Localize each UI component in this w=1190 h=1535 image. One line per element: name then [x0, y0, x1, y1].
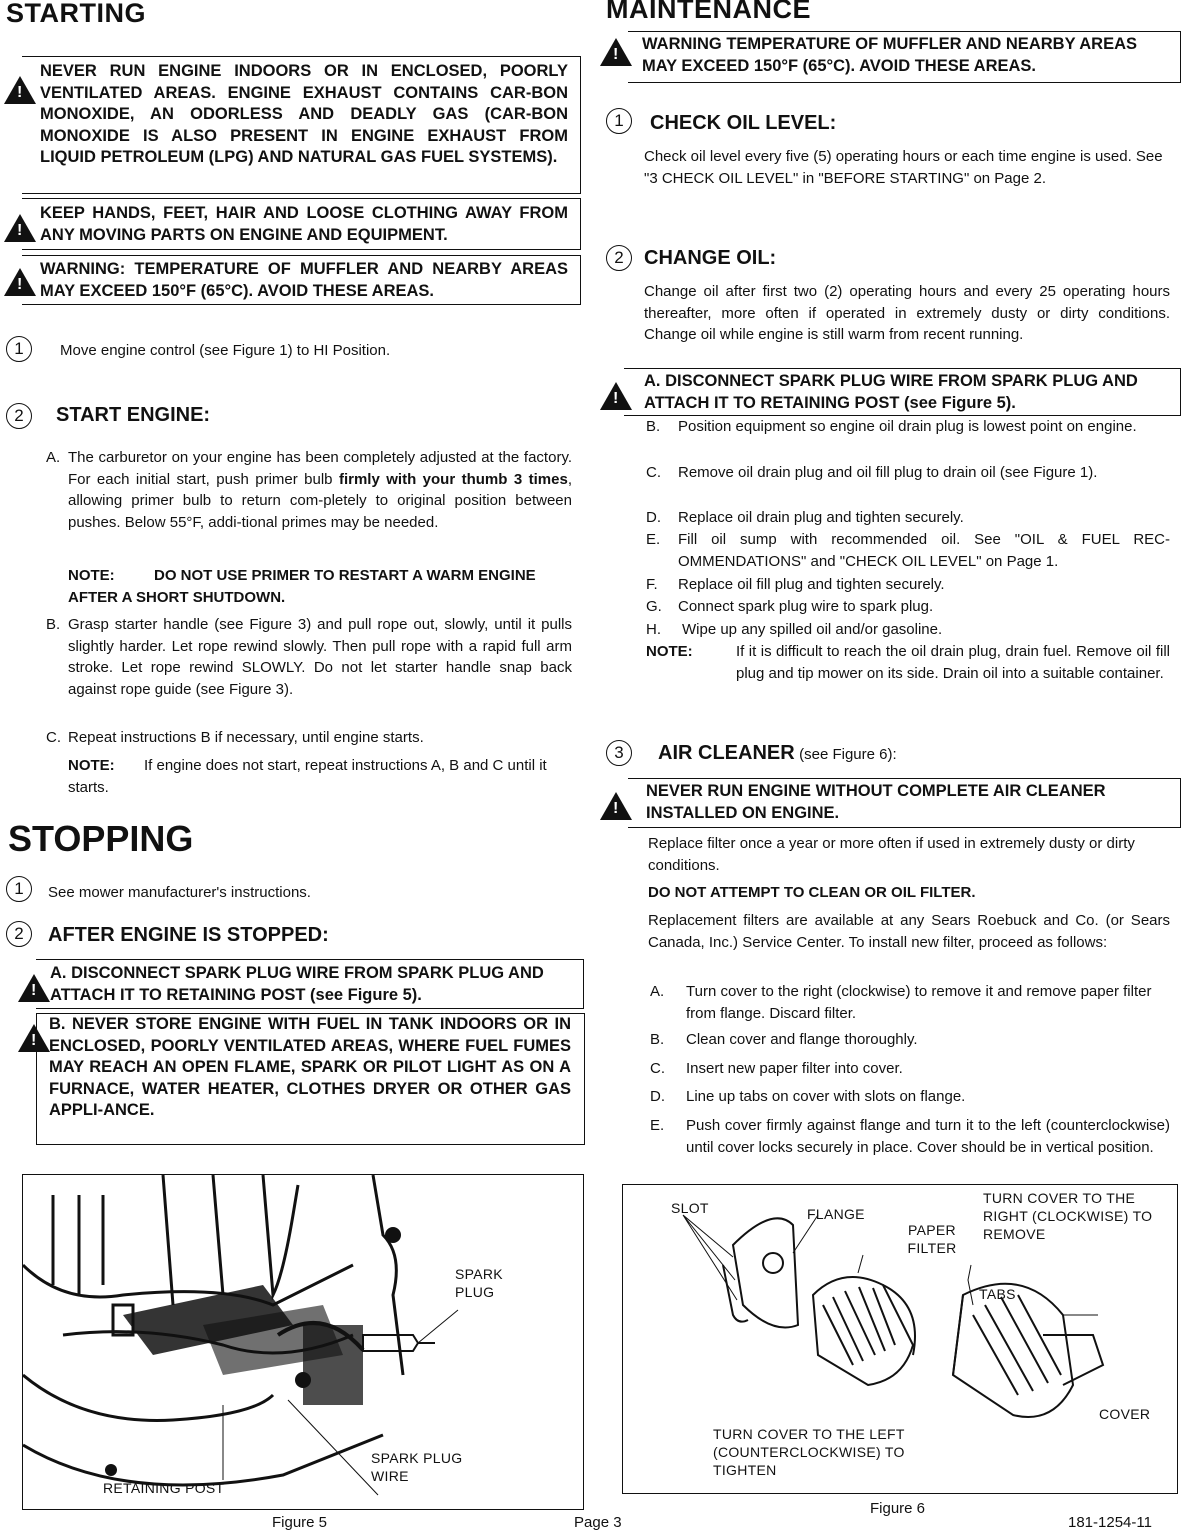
figure-5: [22, 1174, 584, 1510]
air-step-letter: C.: [650, 1060, 665, 1077]
step-number-2: 2: [606, 245, 632, 271]
oil-step-d: Replace oil drain plug and tighten securely.: [678, 509, 964, 526]
air-step-c: Insert new paper filter into cover.: [686, 1060, 903, 1077]
stop-warning-a: [36, 959, 584, 1009]
warning-text: NEVER RUN ENGINE INDOORS OR IN ENCLOSED, POORLY VENTILATED AREAS. ENGINE EXHAUST CONTAINS CAR-BON MONOXIDE, AN ODORLESS AND DEADLY GAS (CAR-BON MONOXIDE IS ALSO PRESENT IN ENGINE EXHAUST FROM LIQUID PETROLEUM (LPG) AND NATURAL GAS FUEL SYSTEMS).: [40, 62, 568, 166]
warning-text: NEVER RUN ENGINE WITHOUT COMPLETE AIR CLEANER INSTALLED ON ENGINE.: [646, 782, 1106, 822]
start-engine-heading: START ENGINE:: [56, 404, 211, 426]
check-oil-text: Check oil level every five (5) operating hours or each time engine is used. See "3 CHECK OIL LEVEL" in "BEFORE STARTING" on Page 2.: [644, 148, 1163, 187]
starting-warning-exhaust: [22, 56, 581, 194]
air-step-letter: A.: [650, 983, 665, 1000]
step-number-1: 1: [606, 108, 632, 134]
stopping-title: STOPPING: [8, 818, 194, 859]
heading-ref: (see Figure 6):: [799, 746, 897, 763]
oil-step-h: Wipe up any spilled oil and/or gasoline.: [682, 621, 943, 638]
oil-step-e: Fill oil sump with recommended oil. See "OIL & FUEL REC-OMMENDATIONS" and "CHECK OIL LEVEL" on Page 1.: [678, 531, 1170, 570]
air-cleaner-bold: DO NOT ATTEMPT TO CLEAN OR OIL FILTER.: [648, 884, 976, 901]
change-oil-text: Change oil after first two (2) operating hours and every 25 operating hours thereafter, more often if operated in extremely dusty or dirty conditions. Change oil while engine is still warm from recent running.: [644, 283, 1170, 344]
label-spark-plug-wire: SPARK PLUG WIRE: [371, 1450, 463, 1484]
air-cleaner-warning: [628, 778, 1181, 828]
warning-text: B. NEVER STORE ENGINE WITH FUEL IN TANK INDOORS OR IN ENCLOSED, POORLY VENTILATED AREAS, WHERE FUEL FUMES MAY REACH AN OPEN FLAME, SPARK OR PILOT LIGHT AS ON A FURNACE, WATER HEATER, CLOTHES DRYER OR OTHER GAS APPLI-ANCE.: [49, 1015, 571, 1119]
step1-text: Move engine control (see Figure 1) to HI Position.: [60, 342, 391, 359]
text-run-bold: firmly with your thumb 3 times: [338, 470, 568, 488]
note-text: If engine does not start, repeat instructions A, B and C until it starts.: [68, 757, 547, 796]
stop-warning-b: [36, 1013, 585, 1145]
oil-step-f: Replace oil fill plug and tighten securely.: [678, 576, 945, 593]
air-step-e: Push cover firmly against flange and turn it to the left (counterclockwise) until cover locks securely in place. Cover should be in vertical position.: [686, 1117, 1170, 1156]
label-spark-plug: SPARK PLUG: [455, 1266, 503, 1300]
label-tabs: TABS: [979, 1286, 1016, 1302]
note-label: NOTE:: [646, 643, 693, 660]
air-step-letter: E.: [650, 1117, 665, 1134]
item-letter-b: B.: [46, 616, 61, 633]
text-run: , allowing primer bulb to return com-pletely to original position between pushes. Below 55°F, addi-tional primes may be needed.: [68, 470, 572, 531]
part-number: 181-1254-11: [1068, 1514, 1152, 1531]
figure-6: [622, 1184, 1178, 1494]
label-retaining-post: RETAINING POST: [103, 1480, 225, 1496]
label-turn-left: TURN COVER TO THE LEFT (COUNTERCLOCKWISE) TO TIGHTEN: [713, 1426, 905, 1478]
air-step-d: Line up tabs on cover with slots on flange.: [686, 1088, 966, 1105]
warning-text: WARNING TEMPERATURE OF MUFFLER AND NEARBY AREAS MAY EXCEED 150°F (65°C). AVOID THESE AREAS.: [642, 35, 1137, 75]
figure-6-caption: Figure 6: [870, 1500, 926, 1517]
oil-step-letter: E.: [646, 531, 661, 548]
air-cleaner-text2: Replacement filters are available at any Sears Roebuck and Co. (or Sears Canada, Inc.) Service Center. To install new filter, proceed as follows:: [648, 912, 1170, 951]
note-label: NOTE:: [68, 567, 115, 584]
stop-step1-text: See mower manufacturer's instructions.: [48, 884, 311, 901]
air-step-letter: B.: [650, 1031, 665, 1048]
check-oil-level-heading: CHECK OIL LEVEL:: [650, 112, 837, 134]
oil-note-text: If it is difficult to reach the oil drain plug, drain fuel. Remove oil fill plug and tip mower on its side. Drain oil into a suitable container.: [736, 643, 1170, 682]
step-number-2: 2: [6, 921, 32, 947]
oil-step-letter: G.: [646, 598, 662, 615]
item-letter-a: A.: [46, 449, 61, 466]
maintenance-title: MAINTENANCE: [606, 0, 811, 24]
text-run: The carburetor on your engine has been completely adjusted at the factory. For each initial start, push primer bulb: [68, 449, 572, 488]
maintenance-warning-muffler: [628, 31, 1181, 83]
spark-plug-illustration: [23, 1175, 583, 1509]
oil-warning-a: [624, 368, 1181, 416]
air-cleaner-text: Replace filter once a year or more often if used in extremely dusty or dirty conditions.: [648, 835, 1135, 874]
oil-step-letter: C.: [646, 464, 661, 481]
step-number-1: 1: [6, 876, 32, 902]
heading-text: AIR CLEANER: [658, 742, 795, 764]
starting-warning-moving-parts: [22, 198, 581, 250]
oil-step-b: Position equipment so engine oil drain plug is lowest point on engine.: [678, 418, 1137, 435]
oil-step-c: Remove oil drain plug and oil fill plug to drain oil (see Figure 1).: [678, 464, 1098, 481]
oil-step-g: Connect spark plug wire to spark plug.: [678, 598, 934, 615]
air-step-letter: D.: [650, 1088, 665, 1105]
start-step-b: Grasp starter handle (see Figure 3) and pull rope out, slowly, until it pulls slightly harder. Let rope rewind slowly. Then pull rope with a rapid full arm stroke. Let rope rewind SLOWLY. Do not let starter handle snap back against rope guide (see Figure 3).: [68, 616, 572, 698]
label-flange: FLANGE: [807, 1206, 865, 1222]
warning-text: A. DISCONNECT SPARK PLUG WIRE FROM SPARK PLUG AND ATTACH IT TO RETAINING POST (see Figure 5).: [50, 964, 544, 1004]
step-number-1: 1: [6, 336, 32, 362]
starting-warning-muffler: [22, 255, 581, 305]
oil-step-letter: B.: [646, 418, 661, 435]
label-cover: COVER: [1099, 1406, 1151, 1422]
page-number: Page 3: [574, 1514, 622, 1531]
oil-step-letter: H.: [646, 621, 661, 638]
air-cleaner-heading: [658, 742, 897, 765]
note-label: NOTE:: [68, 757, 115, 774]
warning-text: A. DISCONNECT SPARK PLUG WIRE FROM SPARK PLUG AND ATTACH IT TO RETAINING POST (see Figure 5).: [644, 372, 1138, 412]
air-step-a: Turn cover to the right (clockwise) to remove it and remove paper filter from flange. Discard filter.: [686, 983, 1152, 1022]
note-text: DO NOT USE PRIMER TO RESTART A WARM ENGINE AFTER A SHORT SHUTDOWN.: [68, 567, 536, 606]
label-paper-filter: PAPER FILTER: [907, 1222, 957, 1256]
warning-text: WARNING: TEMPERATURE OF MUFFLER AND NEARBY AREAS MAY EXCEED 150°F (65°C). AVOID THESE AREAS.: [40, 260, 568, 300]
start-step-c: Repeat instructions B if necessary, until engine starts.: [68, 729, 424, 746]
after-engine-stopped-heading: AFTER ENGINE IS STOPPED:: [48, 924, 329, 946]
start-step-a: [68, 447, 572, 533]
step-number-2: 2: [6, 403, 32, 429]
figure-5-caption: Figure 5: [272, 1514, 328, 1531]
starting-title: STARTING: [6, 0, 146, 28]
change-oil-heading: CHANGE OIL:: [644, 247, 777, 269]
label-turn-right: TURN COVER TO THE RIGHT (CLOCKWISE) TO REMOVE: [983, 1190, 1153, 1242]
label-slot: SLOT: [671, 1200, 709, 1216]
step-number-3: 3: [606, 740, 632, 766]
air-step-b: Clean cover and flange thoroughly.: [686, 1031, 918, 1048]
item-letter-c: C.: [46, 729, 61, 746]
oil-step-letter: D.: [646, 509, 661, 526]
warning-text: KEEP HANDS, FEET, HAIR AND LOOSE CLOTHING AWAY FROM ANY MOVING PARTS ON ENGINE AND EQUIPMENT.: [40, 204, 568, 244]
oil-step-letter: F.: [646, 576, 658, 593]
